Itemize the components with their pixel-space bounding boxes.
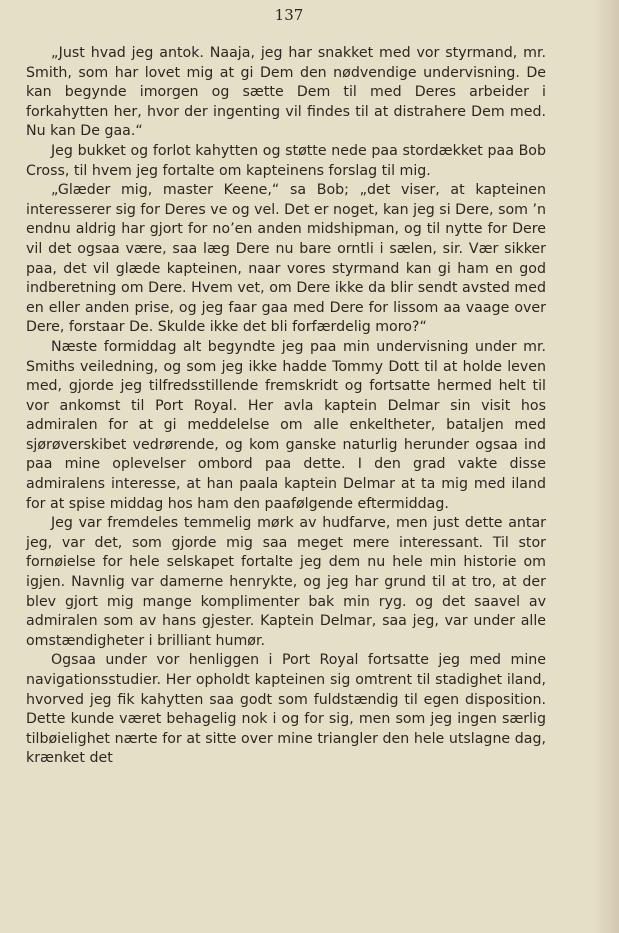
page-number: 137 — [274, 6, 304, 24]
paragraph: Jeg bukket og forlot kahytten og støtte nede paa stordækket paa Bob Cross, til hvem jeg fortalte om kapteinens forslag til mig. — [26, 142, 546, 179]
paragraph: „Just hvad jeg antok. Naaja, jeg har snakket med vor styrmand, mr. Smith, som har lovet mig at gi Dem den nødvendige undervisning. De kan begynde imorgen og sætte Dem til med Deres arbeider i forkahytten her, hvor der ingenting vil findes til at distrahere Dem med. Nu kan De gaa.“ — [26, 45, 546, 140]
paragraph: „Glæder mig, master Keene,“ sa Bob; „det viser, at kapteinen interesserer sig for Deres ve og vel. Det er noget, kan jeg si Dere, som ’n endnu aldrig har gjort for no’en anden midshipman, og til nytte for Dere vil det ogsaa være, saa læg Dere nu bare orntli i sælen, sir. Vær sikker paa, det vil glæde kapteinen, naar vores styrmand kan gi ham en god indberetning om Dere. Hvem vet, om Dere ikke da blir sendt avsted med en eller anden prise, og jeg faar gaa med Dere for lissom aa vaage over Dere, forstaar De. Skulde ikke det bli forfærdelig moro?“ — [26, 182, 546, 336]
paragraph: Jeg var fremdeles temmelig mørk av hudfarve, men just dette antar jeg, var det, som gjorde mig saa meget mere interessant. Til stor fornøielse for hele selskapet fortalte jeg dem nu hele min historie om igjen. Navnlig var damerne henrykte, og jeg har grund til at tro, at der blev gjort mig mange komplimenter bak min ryg. og det saavel av admiralen som av hans gjester. Kaptein Delmar, saa jeg, var under alle omstændigheter i brilliant humør. — [26, 515, 546, 649]
page-edge-shadow — [593, 0, 619, 933]
paragraph: Næste formiddag alt begyndte jeg paa min undervisning under mr. Smiths veiledning, og som jeg ikke hadde Tommy Dott til at holde leven med, gjorde jeg tilfredsstillende fremskridt og fortsatte hermed helt til vor ankomst til Port Royal. Her avla kaptein Delmar sin visit hos admiralen for at gi meddelelse om alle enkeltheter, bataljen med sjørøverskibet vedrørende, og kom ganske naturlig herunder ogsaa ind paa mine oplevelser ombord paa dette. I den grad vakte disse admiralens interesse, at han paala kaptein Delmar at ta mig med iland for at spise middag hos ham den paafølgende eftermiddag. — [26, 338, 546, 512]
body-text — [26, 44, 546, 769]
paragraph: Ogsaa under vor henliggen i Port Royal fortsatte jeg med mine navigationsstudier. Her opholdt kapteinen sig omtrent til stadighet iland, hvorved jeg fik kahytten saa godt som fuldstændig til egen disposition. Dette kunde været behagelig nok i og for sig, men som jeg ingen særlig tilbøielighet nærte for at sitte over mine triangler den hele utslagne dag, krænket det — [26, 652, 546, 767]
